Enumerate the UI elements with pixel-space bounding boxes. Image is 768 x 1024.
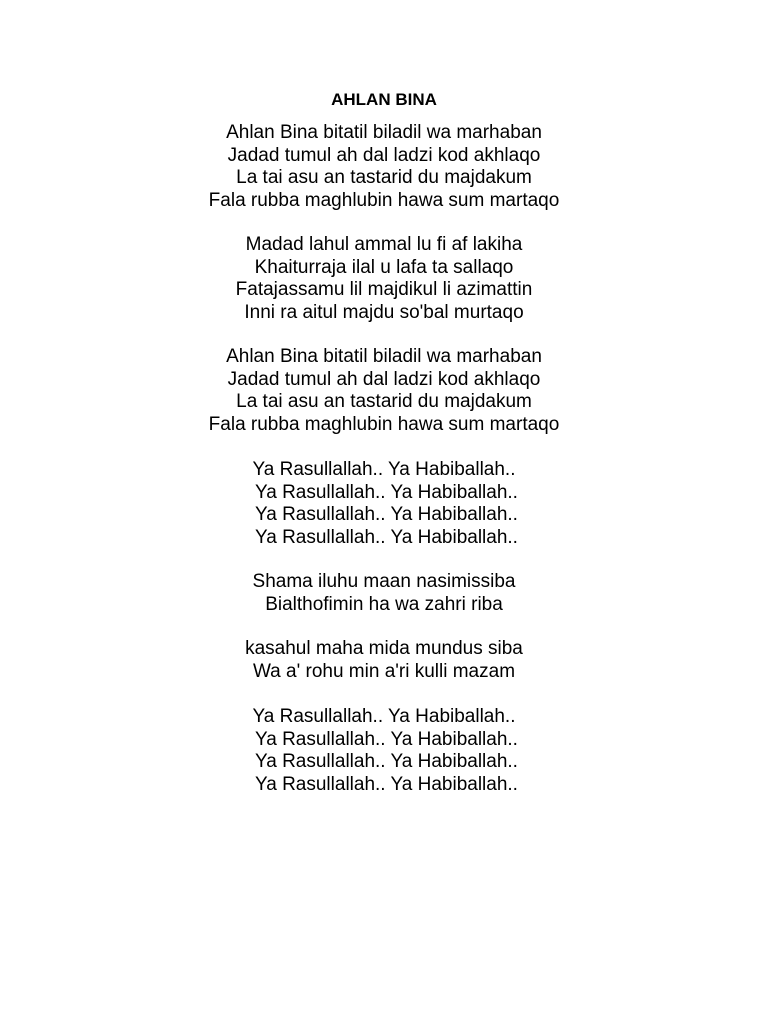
lyric-line: Jadad tumul ah dal ladzi kod akhlaqo bbox=[227, 144, 541, 166]
lyric-line: La tai asu an tastarid du majdakum bbox=[236, 167, 532, 189]
lyric-line: Ya Rasullallah.. Ya Habiballah.. bbox=[252, 706, 516, 727]
lyric-line: Ahlan Bina bitatil biladil wa marhaban bbox=[226, 346, 542, 367]
lyric-line: Shama iluhu maan nasimissiba bbox=[252, 571, 516, 592]
lyric-line: Fala rubba maghlubin hawa sum martaqo bbox=[208, 413, 560, 435]
lyric-line: Ya Rasullallah.. Ya Habiballah.. bbox=[250, 728, 518, 750]
lyric-line: Fatajassamu lil majdikul li azimattin bbox=[235, 279, 533, 301]
stanza-3 bbox=[0, 346, 768, 436]
lyric-line: Ya Rasullallah.. Ya Habiballah.. bbox=[250, 504, 518, 526]
stanza-1 bbox=[0, 122, 768, 212]
stanza-5 bbox=[0, 571, 768, 616]
stanza-6 bbox=[0, 638, 768, 683]
lyric-line: Ya Rasullallah.. Ya Habiballah.. bbox=[250, 526, 518, 548]
lyric-line: Ahlan Bina bitatil biladil wa marhaban bbox=[226, 122, 542, 143]
lyric-line: La tai asu an tastarid du majdakum bbox=[236, 391, 532, 413]
document-title: AHLAN BINA bbox=[331, 90, 437, 109]
lyric-line: Madad lahul ammal lu fi af lakiha bbox=[245, 234, 523, 255]
stanza-4 bbox=[0, 459, 768, 549]
lyric-line: Ya Rasullallah.. Ya Habiballah.. bbox=[250, 481, 518, 503]
lyric-line: Fala rubba maghlubin hawa sum martaqo bbox=[208, 189, 560, 211]
lyric-line: Jadad tumul ah dal ladzi kod akhlaqo bbox=[227, 368, 541, 390]
lyric-line: Khaiturraja ilal u lafa ta sallaqo bbox=[254, 256, 514, 278]
lyric-line: Bialthofimin ha wa zahri riba bbox=[265, 593, 503, 615]
lyric-line: Ya Rasullallah.. Ya Habiballah.. bbox=[250, 751, 518, 773]
stanza-7 bbox=[0, 706, 768, 796]
lyric-line: Ya Rasullallah.. Ya Habiballah.. bbox=[252, 459, 516, 480]
lyric-line: Wa a' rohu min a'ri kulli mazam bbox=[252, 660, 516, 682]
lyric-line: Ya Rasullallah.. Ya Habiballah.. bbox=[250, 773, 518, 795]
stanza-2 bbox=[0, 234, 768, 324]
lyric-line: Inni ra aitul majdu so'bal murtaqo bbox=[244, 301, 524, 323]
lyric-line: kasahul maha mida mundus siba bbox=[245, 638, 523, 659]
